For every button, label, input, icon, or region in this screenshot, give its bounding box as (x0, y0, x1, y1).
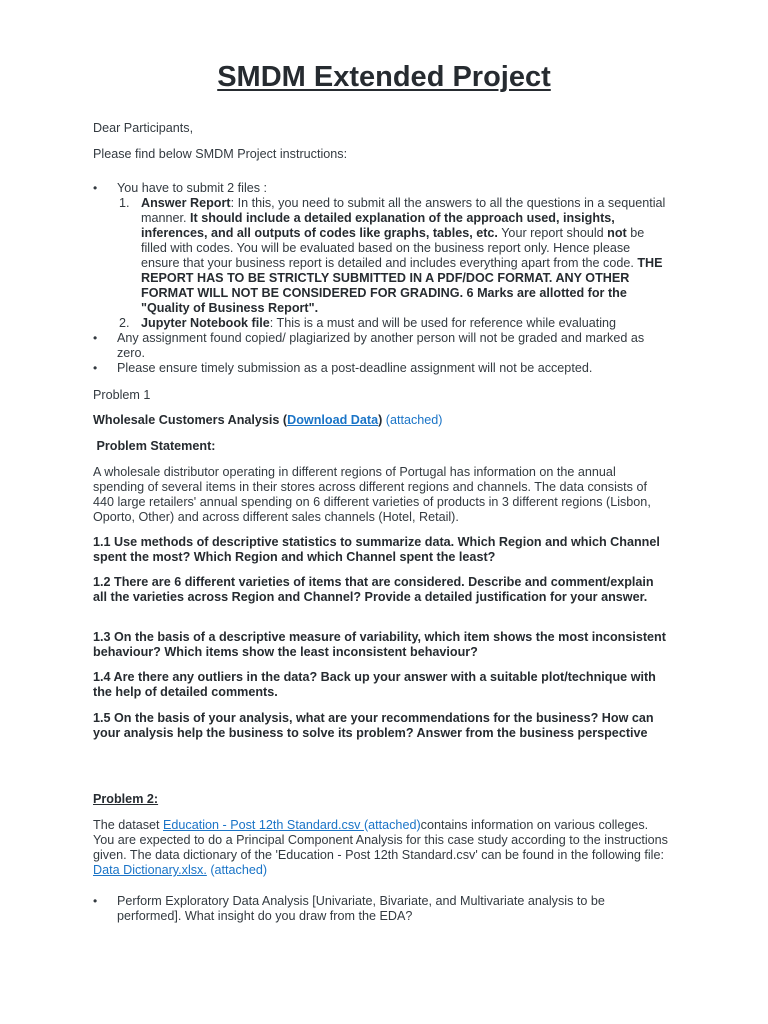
problem2-tasks-list (93, 894, 668, 924)
intro-text: Please find below SMDM Project instructions: (93, 147, 348, 161)
download-data-link[interactable]: Download Data (287, 413, 379, 427)
list-item: • You have to submit 2 files : 1. Answer Report: In this, you need to submit all the answers to all the questions in a sequential manner. It should include a detailed explanation of the approach used, insights, inferences, and all outputs of codes like graphs, tables, etc. Your report should not be filled with codes. You will be evaluated based on the business report only. Hence please ensure that your business report is detailed and includes everything apart from the code. THE REPORT HAS TO BE STRICTLY SUBMITTED IN A PDF/DOC FORMAT. ANY OTHER FORMAT WILL NOT BE CONSIDERED FOR GRADING. 6 Marks are allotted for the "Quality of Business Report". 2. Jupyter Notebook file: This is a must and will be used for reference while evaluating (93, 181, 668, 331)
list-item-answer-report: 1. Answer Report: In this, you need to submit all the answers to all the questions in a sequential manner. It should include a detailed explanation of the approach used, insights, inferences, and all outputs of codes like graphs, tables, etc. Your report should not be filled with codes. You will be evaluated based on the business report only. Hence please ensure that your business report is detailed and includes everything apart from the code. THE REPORT HAS TO BE STRICTLY SUBMITTED IN A PDF/DOC FORMAT. ANY OTHER FORMAT WILL NOT BE CONSIDERED FOR GRADING. 6 Marks are allotted for the "Quality of Business Report". (119, 196, 666, 315)
question-1-5: 1.5 On the basis of your analysis, what are your recommendations for the business? How can your analysis help the business to solve its problem? Answer from the business perspective (93, 711, 654, 740)
list-item: • Perform Exploratory Data Analysis [Univariate, Bivariate, and Multivariate analysis to be performed]. What insight do you draw from the EDA? (93, 894, 668, 924)
question-1-2: 1.2 There are 6 different varieties of items that are considered. Describe and comment/explain all the varieties across Region and Channel? Provide a detailed justification for your answer. (93, 575, 654, 604)
problem1-subtitle: Wholesale Customers Analysis (Download Data) (attached) (93, 413, 443, 427)
problem2-description: The dataset Education - Post 12th Standard.csv (attached)contains information on various colleges. You are expected to do a Principal Component Analysis for this case study according to the instructions given. The data dictionary of the 'Education - Post 12th Standard.csv' can be found in the following file: Data Dictionary.xlsx. (attached) (93, 818, 668, 877)
problem2-heading: Problem 2: (93, 792, 159, 806)
question-1-4: 1.4 Are there any outliers in the data? Back up your answer with a suitable plot/technique with the help of detailed comments. (93, 670, 656, 699)
document-title: SMDM Extended Project (217, 61, 551, 93)
question-1-3: 1.3 On the basis of a descriptive measure of variability, which item shows the most inconsistent behaviour? Which items show the least inconsistent behaviour? (93, 630, 666, 659)
list-item: • Please ensure timely submission as a post-deadline assignment will not be accepted. (93, 361, 668, 376)
problem-statement-heading: Problem Statement: (93, 439, 216, 453)
greeting: Dear Participants, (93, 121, 194, 135)
education-csv-link[interactable]: Education - Post 12th Standard.csv (163, 818, 364, 832)
submission-files-list (117, 196, 668, 331)
list-item: • Any assignment found copied/ plagiarized by another person will not be graded and marked as zero. (93, 331, 668, 361)
problem1-heading: Problem 1 (93, 388, 151, 402)
list-item-jupyter-notebook: 2. Jupyter Notebook file: This is a must and will be used for reference while evaluating (119, 316, 617, 330)
problem-statement-text: A wholesale distributor operating in different regions of Portugal has information on the annual spending of several items in their stores across different regions and channels. The data consists of 440 large retailers' annual spending on 6 different varieties of products in 3 different regions (Lisbon, Oporto, Other) and across different sales channels (Hotel, Retail). (93, 465, 651, 524)
data-dictionary-link[interactable]: Data Dictionary.xlsx. (93, 863, 207, 877)
instructions-list (93, 181, 668, 376)
question-1-1: 1.1 Use methods of descriptive statistics to summarize data. Which Region and which Channel spent the most? Which Region and which Channel spent the least? (93, 535, 660, 564)
